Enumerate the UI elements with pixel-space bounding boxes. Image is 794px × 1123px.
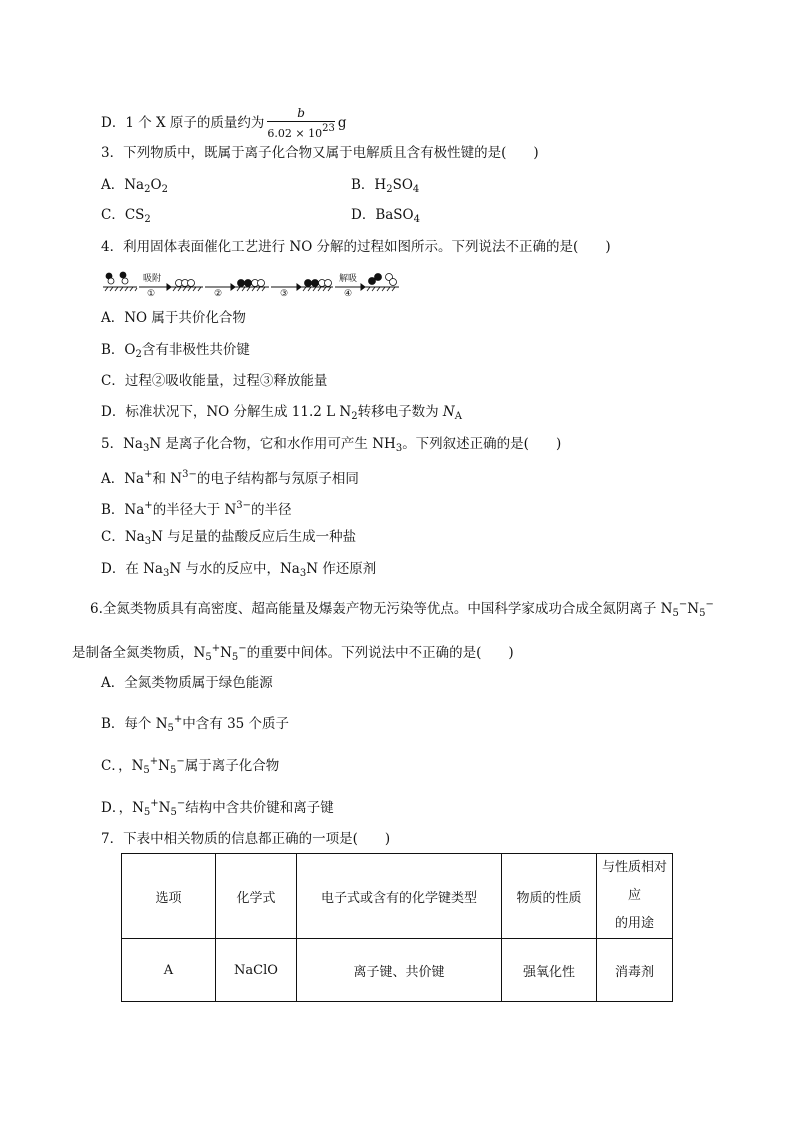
no-decomposition-diagram bbox=[101, 267, 401, 297]
q5-option-d: D．在 $Na_3N$ 与水的反应中，$Na_3N$ 作还原剂 bbox=[101, 561, 377, 579]
q5-stem: 5．$Na_3N$ 是离子化合物，它和水作用可产生 $NH_3$。下列叙述正确的是( ) bbox=[101, 436, 562, 454]
adsorb-label: 吸附 bbox=[143, 274, 162, 284]
q3-option-c: C．$CS_2$ bbox=[101, 207, 151, 225]
step-4-label: ④ bbox=[344, 289, 353, 297]
q6-stem-line1: 6.全氮类物质具有高密度、超高能量及爆轰产物无污染等优点。中国科学家成功合成全氮阴离子 $N_5^-N_5^-$ bbox=[90, 599, 714, 619]
header-option: 选项 bbox=[122, 854, 216, 939]
step-2-label: ② bbox=[214, 289, 223, 297]
q3-option-b: B．$H_2SO_4$ bbox=[351, 177, 420, 195]
desorb-label: 解吸 bbox=[339, 274, 358, 284]
header-formula: 化学式 bbox=[216, 854, 297, 939]
header-property: 物质的性质 bbox=[502, 854, 597, 939]
cell-bond-type: 离子键、共价键 bbox=[297, 939, 502, 1002]
cell-use: 消毒剂 bbox=[597, 939, 673, 1002]
q2-option-d-text: D．1 个 X 原子的质量约为 bbox=[101, 115, 265, 131]
q3-option-a: A．$Na_2O_2$ bbox=[101, 177, 168, 195]
header-use: 与性质相对应 的用途 bbox=[597, 854, 673, 939]
step-3-label: ③ bbox=[280, 289, 289, 297]
q7-table bbox=[121, 853, 673, 1002]
q4-option-d: D．标准状况下，NO 分解生成 11.2 L $N_2$转移电子数为 $N_A$ bbox=[101, 404, 462, 422]
q6-option-b: B．每个 $N_5^+$中含有 35 个质子 bbox=[101, 714, 290, 734]
q6-option-a: A．全氮类物质属于绿色能源 bbox=[101, 675, 273, 691]
q3-option-d: D．BaSO$_4$ bbox=[351, 207, 420, 225]
q6-option-d: D．，$N_5^+N_5^-$结构中含共价键和离子键 bbox=[101, 798, 334, 818]
q2-option-d bbox=[101, 106, 347, 141]
q4-stem: 4．利用固体表面催化工艺进行 NO 分解的过程如图所示。下列说法不正确的是( ) bbox=[101, 239, 611, 255]
mass-unit: g bbox=[337, 115, 347, 131]
cell-property: 强氧化性 bbox=[502, 939, 597, 1002]
table-row bbox=[122, 939, 673, 1002]
table-header-row bbox=[122, 854, 673, 939]
q4-option-b: B．$O_2$含有非极性共价键 bbox=[101, 342, 250, 360]
fraction-denominator: 6.02 × 1023 bbox=[267, 123, 335, 140]
step-1-label: ① bbox=[147, 289, 156, 297]
q3-stem: 3．下列物质中，既属于离子化合物又属于电解质且含有极性键的是( ) bbox=[101, 145, 539, 161]
q7-stem: 7．下表中相关物质的信息都正确的一项是( ) bbox=[101, 831, 391, 847]
fraction-numerator: b bbox=[267, 106, 334, 122]
q6-stem-line2: 是制备全氮类物质，$N_5^+N_5^-$的重要中间体。下列说法中不正确的是( ) bbox=[72, 643, 514, 663]
cell-formula: NaClO bbox=[216, 939, 297, 1002]
q5-option-c: C．$Na_3N$ 与足量的盐酸反应后生成一种盐 bbox=[101, 529, 357, 547]
q4-option-a: A．NO 属于共价化合物 bbox=[101, 310, 246, 326]
mass-fraction bbox=[267, 106, 334, 141]
header-bond-type: 电子式或含有的化学键类型 bbox=[297, 854, 502, 939]
q6-option-c: C．，$N_5^+N_5^-$属于离子化合物 bbox=[101, 756, 280, 776]
cell-option: A bbox=[122, 939, 216, 1002]
q4-option-c: C．过程②吸收能量，过程③释放能量 bbox=[101, 373, 328, 389]
q5-option-b: B．Na+的半径大于 $N^{3-}$的半径 bbox=[101, 500, 292, 518]
q5-option-a: A．Na+和 $N^{3-}$的电子结构都与氖原子相同 bbox=[101, 469, 359, 487]
